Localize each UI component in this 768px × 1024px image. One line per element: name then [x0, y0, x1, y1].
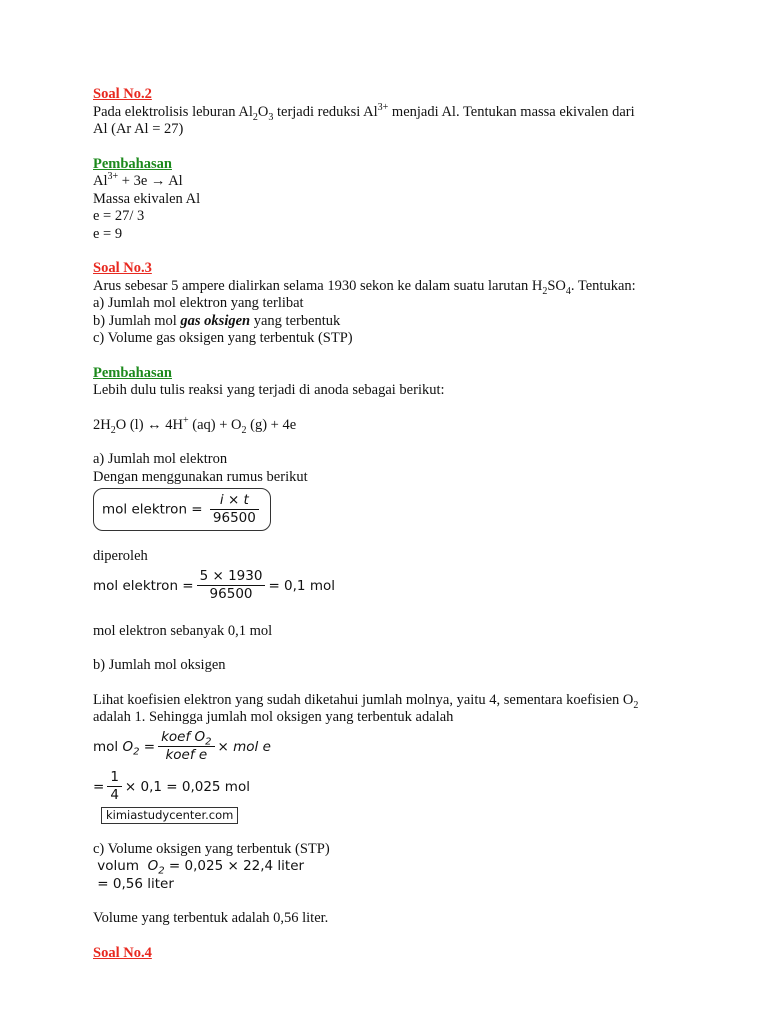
soal-4-heading: Soal No.4 — [93, 944, 152, 961]
pembahasan-2-equation: $Al^{3+} + 3e \to Al$ — [93, 171, 183, 189]
pembahasan-3-intro: Lebih dulu tulis reaksi yang terjadi di anoda sebagai berikut: — [93, 382, 445, 398]
part-b-text: Lihat koefisien elektron yang sudah diketahui jumlah molnya, yaitu 4, sementara koefisien $O_2$ — [93, 691, 639, 711]
mol-elektron-formula-box — [93, 488, 271, 531]
pembahasan-2-line: e = 27/ 3 — [93, 208, 145, 224]
volume-calc-line1: volum $O_2 = 0,025 \times 22,4$ liter — [97, 858, 305, 877]
calc-lhs: mol elektron = — [93, 577, 194, 594]
conclusion-text: Volume yang terbentuk adalah 0,56 liter. — [93, 910, 329, 926]
diperoleh-text: diperoleh — [93, 548, 148, 564]
soal-3-item-a: a) Jumlah mol elektron yang terlibat — [93, 295, 304, 311]
part-b-title: b) Jumlah mol oksigen — [93, 657, 226, 673]
calc-fraction — [197, 568, 266, 603]
mol-elektron-calculation — [93, 566, 693, 606]
soal-3-item-b: b) Jumlah mol gas oksigen yang terbentuk — [93, 312, 341, 329]
volume-calc-line2: = 0,56 liter — [97, 875, 174, 892]
soal-2-heading: Soal No.2 — [93, 86, 152, 102]
soal-3-heading: Soal No.3 — [93, 260, 152, 276]
koef-fraction — [158, 729, 214, 764]
calc-rhs: = 0,1 mol — [268, 577, 335, 594]
formula-denominator: 96500 — [212, 510, 256, 526]
anode-reaction: $2H_2O$ (l) ↔ 4H+ $(aq) + O_2$ (g) + 4e — [93, 414, 297, 436]
calc-numerator: 5 × 1930 — [197, 568, 266, 586]
calc-denominator: 96500 — [209, 586, 253, 602]
pembahasan-2-line: Massa ekivalen Al — [93, 190, 201, 207]
formula-fraction — [210, 492, 259, 527]
quarter-fraction — [107, 769, 122, 804]
pembahasan-2-line: e = 9 — [93, 225, 123, 242]
part-b-text-line2: adalah 1. Sehingga jumlah mol oksigen yang terbentuk adalah — [93, 709, 454, 725]
mol-rhs: × mol e — [217, 738, 271, 755]
formula-numerator: i × t — [210, 492, 259, 510]
document-page — [93, 86, 693, 962]
mol-oxygen-result: = $\frac{1}{4}$ × 0,1 = 0,025 mol — [93, 769, 250, 803]
pembahasan-3-heading: Pembahasan — [93, 364, 172, 381]
mol2-rhs: × 0,1 = 0,025 mol — [124, 778, 250, 795]
quarter-denominator: 4 — [110, 787, 119, 803]
koef-denominator: koef e — [165, 747, 208, 763]
part-c-title: c) Volume oksigen yang terbentuk (STP) — [93, 840, 330, 857]
part-a-result: mol elektron sebanyak 0,1 mol — [93, 622, 273, 639]
part-a-formula-intro: Dengan menggunakan rumus berikut — [93, 468, 308, 485]
watermark-label: kimiastudycenter.com — [101, 807, 238, 824]
soal-3-question: Arus sebesar 5 ampere dialirkan selama 1930 sekon ke dalam suatu larutan $H_2SO_4$. Tentukan: — [93, 277, 636, 297]
soal-2-question-line2: Al (Ar Al = 27) — [93, 121, 184, 137]
koef-numerator: koef $O_2$ — [158, 729, 214, 747]
pembahasan-2-heading: Pembahasan — [93, 155, 172, 172]
formula-lhs: mol elektron = — [102, 501, 203, 518]
part-a-title: a) Jumlah mol elektron — [93, 451, 228, 467]
o2-symbol: $O_2$ — [122, 738, 140, 758]
quarter-numerator: 1 — [107, 769, 122, 787]
soal-2-question: Pada elektrolisis leburan $Al_2O_3$ terjadi reduksi $Al^{3+}$ menjadi Al. Tentukan massa ekivalen dari — [93, 101, 635, 123]
mol-oxygen-formula: mol $O_2$ = $\frac{koef O_2}{\text{koef e}}$ × mol e — [93, 729, 271, 763]
soal-3-item-c: c) Volume gas oksigen yang terbentuk (STP) — [93, 330, 353, 346]
